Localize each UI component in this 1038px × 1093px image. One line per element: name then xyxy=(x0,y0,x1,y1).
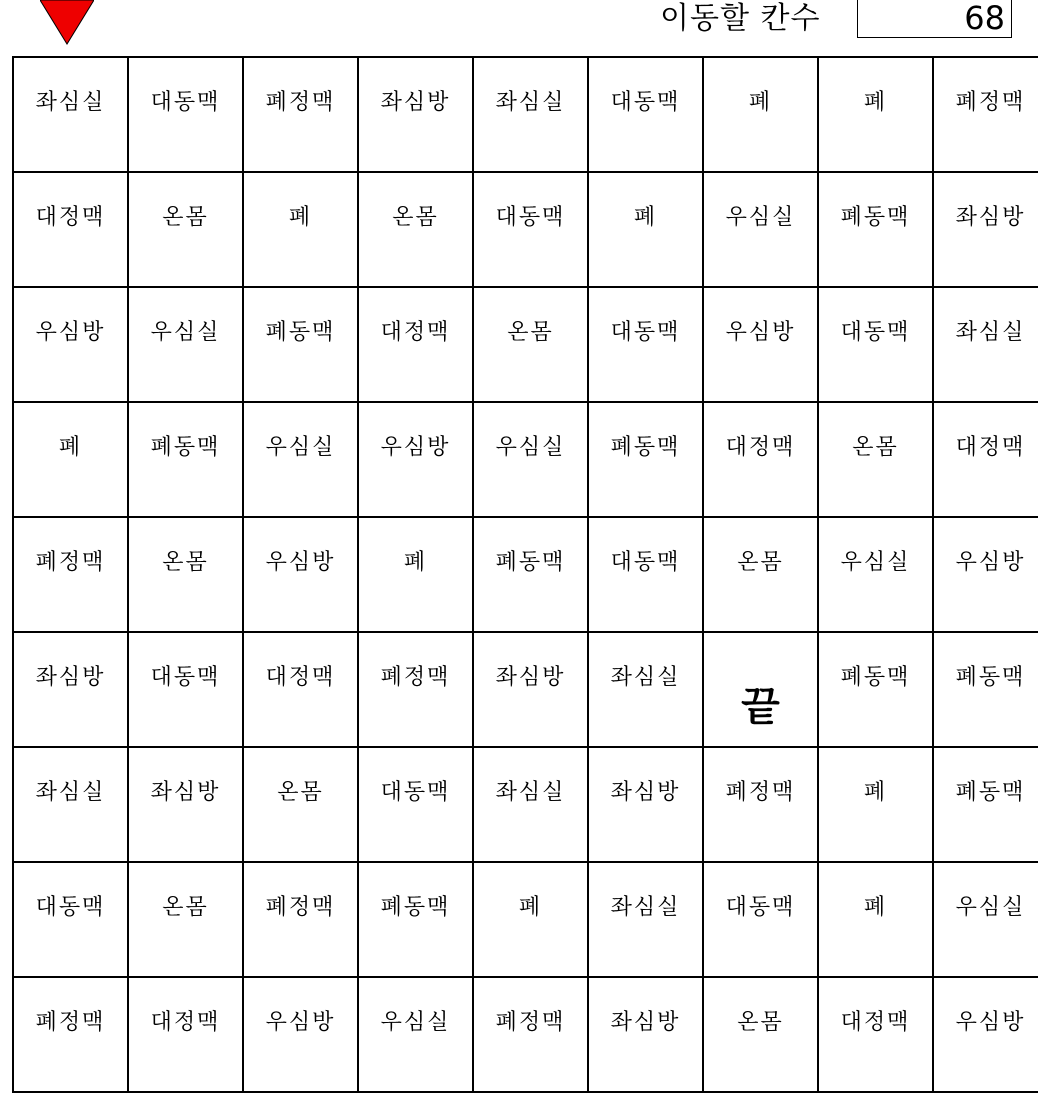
board-cell[interactable] xyxy=(243,402,358,517)
board-cell-label: 폐정맥 xyxy=(265,895,336,920)
board-cell[interactable] xyxy=(588,747,703,862)
board-cell[interactable] xyxy=(243,862,358,977)
board-cell-label: 폐정맥 xyxy=(725,780,796,805)
board-cell-label: 대정맥 xyxy=(380,320,451,345)
board-row xyxy=(13,632,1038,747)
board-cell[interactable] xyxy=(473,172,588,287)
board-cell[interactable] xyxy=(243,632,358,747)
board-cell[interactable] xyxy=(703,862,818,977)
board-cell[interactable] xyxy=(933,172,1038,287)
board-cell-label: 좌심방 xyxy=(955,205,1026,230)
board-cell[interactable] xyxy=(13,287,128,402)
board-cell-label: 대정맥 xyxy=(150,1010,221,1035)
board-cell-label: 좌심실 xyxy=(610,665,681,690)
board-cell[interactable] xyxy=(703,402,818,517)
board-cell-label: 우심실 xyxy=(265,435,336,460)
board-cell-label: 온몸 xyxy=(737,550,784,575)
board-cell-label: 우심실 xyxy=(840,550,911,575)
board-cell-label: 폐동맥 xyxy=(610,435,681,460)
board-cell-label: 폐 xyxy=(288,205,313,230)
board-cell[interactable] xyxy=(358,402,473,517)
board-cell[interactable] xyxy=(588,977,703,1092)
board-cell[interactable] xyxy=(128,172,243,287)
board-cell-label: 폐정맥 xyxy=(35,1010,106,1035)
board-cell-label: 대동맥 xyxy=(150,665,221,690)
board-cell[interactable] xyxy=(358,517,473,632)
board-cell-label: 대동맥 xyxy=(610,550,681,575)
board-cell-label: 좌심실 xyxy=(495,90,566,115)
board-cell[interactable] xyxy=(703,172,818,287)
board-cell[interactable] xyxy=(703,517,818,632)
board-cell[interactable] xyxy=(243,747,358,862)
board-cell[interactable] xyxy=(473,517,588,632)
board-cell-label: 온몸 xyxy=(737,1010,784,1035)
board-cell-label: 폐 xyxy=(518,895,543,920)
board-cell-label: 폐 xyxy=(633,205,658,230)
board-cell[interactable] xyxy=(473,402,588,517)
board-cell-label: 폐동맥 xyxy=(380,895,451,920)
board-cell[interactable] xyxy=(13,977,128,1092)
board-cell[interactable] xyxy=(818,517,933,632)
board-cell[interactable] xyxy=(13,517,128,632)
board-cell-label: 우심실 xyxy=(495,435,566,460)
board-cell-label: 대동맥 xyxy=(35,895,106,920)
board-cell[interactable] xyxy=(588,57,703,172)
board-cell-label: 대정맥 xyxy=(265,665,336,690)
board-cell[interactable] xyxy=(473,747,588,862)
board-cell-label: 좌심방 xyxy=(610,780,681,805)
board-cell-label: 폐 xyxy=(863,780,888,805)
board-cell-label: 폐동맥 xyxy=(840,205,911,230)
start-marker-triangle-icon xyxy=(40,0,94,46)
board-cell[interactable] xyxy=(588,517,703,632)
board-cell-label: 우심방 xyxy=(265,550,336,575)
board-cell[interactable] xyxy=(933,747,1038,862)
board-cell[interactable] xyxy=(818,862,933,977)
board-cell-label: 폐정맥 xyxy=(380,665,451,690)
board-cell[interactable] xyxy=(13,632,128,747)
board-cell[interactable] xyxy=(243,57,358,172)
board-cell[interactable] xyxy=(13,172,128,287)
board-cell[interactable] xyxy=(473,287,588,402)
board-cell[interactable] xyxy=(128,402,243,517)
board-cell[interactable] xyxy=(933,57,1038,172)
board-cell-label: 폐정맥 xyxy=(955,90,1026,115)
board-cell-label: 우심실 xyxy=(150,320,221,345)
board-cell-label: 우심실 xyxy=(955,895,1026,920)
board-cell-label: 우심실 xyxy=(380,1010,451,1035)
board-cell-label: 대정맥 xyxy=(725,435,796,460)
board-cell-label: 끝 xyxy=(741,684,780,730)
board-row xyxy=(13,287,1038,402)
board-cell-label: 대동맥 xyxy=(150,90,221,115)
board-cell[interactable] xyxy=(13,57,128,172)
board-cell[interactable] xyxy=(128,57,243,172)
board-cell-label: 좌심실 xyxy=(610,895,681,920)
board-cell[interactable] xyxy=(933,517,1038,632)
board-cell-label: 대동맥 xyxy=(840,320,911,345)
board-cell[interactable] xyxy=(588,632,703,747)
board-cell-label: 폐동맥 xyxy=(150,435,221,460)
board-cell-label: 폐정맥 xyxy=(265,90,336,115)
board-row xyxy=(13,747,1038,862)
board-cell-label: 좌심실 xyxy=(955,320,1026,345)
board-cell-label: 대정맥 xyxy=(955,435,1026,460)
board-cell[interactable] xyxy=(128,632,243,747)
board-cell-label: 대동맥 xyxy=(725,895,796,920)
board-cell[interactable] xyxy=(588,402,703,517)
board-row xyxy=(13,172,1038,287)
board-cell-label: 좌심방 xyxy=(495,665,566,690)
board-cell-label: 대정맥 xyxy=(35,205,106,230)
board-cell[interactable] xyxy=(473,57,588,172)
board-cell[interactable] xyxy=(933,287,1038,402)
board-cell[interactable] xyxy=(703,57,818,172)
board-row xyxy=(13,517,1038,632)
board-cell-label: 대동맥 xyxy=(495,205,566,230)
board-cell-end[interactable] xyxy=(703,632,818,747)
board-cell-label: 우심방 xyxy=(265,1010,336,1035)
board-cell-label: 좌심방 xyxy=(35,665,106,690)
board-cell[interactable] xyxy=(818,287,933,402)
board-cell-label: 좌심실 xyxy=(35,90,106,115)
board-cell[interactable] xyxy=(588,287,703,402)
board-cell[interactable] xyxy=(818,172,933,287)
board-cell[interactable] xyxy=(703,747,818,862)
board-cell-label: 온몸 xyxy=(162,895,209,920)
board-cell[interactable] xyxy=(13,402,128,517)
board-cell[interactable] xyxy=(588,172,703,287)
board-cell[interactable] xyxy=(818,747,933,862)
board-cell-label: 좌심방 xyxy=(380,90,451,115)
board-cell[interactable] xyxy=(128,977,243,1092)
board-cell-label: 온몸 xyxy=(507,320,554,345)
board-cell-label: 우심방 xyxy=(35,320,106,345)
board-cell[interactable] xyxy=(703,977,818,1092)
board-cell-label: 온몸 xyxy=(852,435,899,460)
board-cell[interactable] xyxy=(243,287,358,402)
board-cell-label: 대동맥 xyxy=(610,320,681,345)
board-cell-label: 폐동맥 xyxy=(495,550,566,575)
board-cell[interactable] xyxy=(933,862,1038,977)
board-cell[interactable] xyxy=(933,632,1038,747)
board-cell[interactable] xyxy=(588,862,703,977)
board-cell[interactable] xyxy=(818,977,933,1092)
board-cell-label: 좌심실 xyxy=(35,780,106,805)
board-cell-label: 폐동맥 xyxy=(265,320,336,345)
board-cell[interactable] xyxy=(13,862,128,977)
board-cell[interactable] xyxy=(703,287,818,402)
board-cell-label: 우심실 xyxy=(725,205,796,230)
board-cell-label: 대정맥 xyxy=(840,1010,911,1035)
board-cell[interactable] xyxy=(13,747,128,862)
board-cell-label: 우심방 xyxy=(955,1010,1026,1035)
board-cell[interactable] xyxy=(243,517,358,632)
board-row xyxy=(13,862,1038,977)
board-cell-label: 대동맥 xyxy=(380,780,451,805)
board-cell[interactable] xyxy=(358,632,473,747)
board-cell[interactable] xyxy=(358,977,473,1092)
board-cell[interactable] xyxy=(473,862,588,977)
board-row xyxy=(13,977,1038,1092)
board-cell[interactable] xyxy=(358,287,473,402)
move-count-value[interactable]: 68 xyxy=(857,0,1012,38)
board-cell[interactable] xyxy=(243,172,358,287)
move-count-label: 이동할 칸수 xyxy=(660,1,821,36)
board-cell-label: 온몸 xyxy=(162,550,209,575)
board-cell-label: 우심방 xyxy=(380,435,451,460)
board-cell[interactable] xyxy=(358,172,473,287)
board-cell[interactable] xyxy=(358,862,473,977)
board-cell-label: 온몸 xyxy=(277,780,324,805)
board-cell-label: 폐 xyxy=(748,90,773,115)
board-cell[interactable] xyxy=(358,747,473,862)
board-cell-label: 폐정맥 xyxy=(495,1010,566,1035)
board-cell[interactable] xyxy=(128,747,243,862)
board-cell-label: 폐정맥 xyxy=(35,550,106,575)
board-cell[interactable] xyxy=(818,632,933,747)
board-cell[interactable] xyxy=(243,977,358,1092)
board-row xyxy=(13,57,1038,172)
board-cell-label: 대동맥 xyxy=(610,90,681,115)
board-cell-label: 폐 xyxy=(403,550,428,575)
board-cell[interactable] xyxy=(128,862,243,977)
game-board xyxy=(12,56,1038,1093)
board-cell[interactable] xyxy=(933,402,1038,517)
board-cell-label: 폐동맥 xyxy=(955,665,1026,690)
board-cell[interactable] xyxy=(933,977,1038,1092)
board-cell[interactable] xyxy=(128,287,243,402)
board-cell-label: 폐 xyxy=(863,90,888,115)
board-cell-label: 폐동맥 xyxy=(955,780,1026,805)
board-cell[interactable] xyxy=(473,632,588,747)
board-row xyxy=(13,402,1038,517)
board-cell-label: 좌심실 xyxy=(495,780,566,805)
board-cell-label: 온몸 xyxy=(162,205,209,230)
board-cell[interactable] xyxy=(818,402,933,517)
board-cell-label: 폐동맥 xyxy=(840,665,911,690)
board-cell[interactable] xyxy=(473,977,588,1092)
board-cell-label: 폐 xyxy=(863,895,888,920)
board-cell-label: 우심방 xyxy=(955,550,1026,575)
board-cell[interactable] xyxy=(818,57,933,172)
board-cell[interactable] xyxy=(128,517,243,632)
board-cell-label: 폐 xyxy=(58,435,83,460)
board-cell-label: 좌심방 xyxy=(150,780,221,805)
board-cell-label: 좌심방 xyxy=(610,1010,681,1035)
board-cell-label: 우심방 xyxy=(725,320,796,345)
board-cell-label: 온몸 xyxy=(392,205,439,230)
board-cell[interactable] xyxy=(358,57,473,172)
